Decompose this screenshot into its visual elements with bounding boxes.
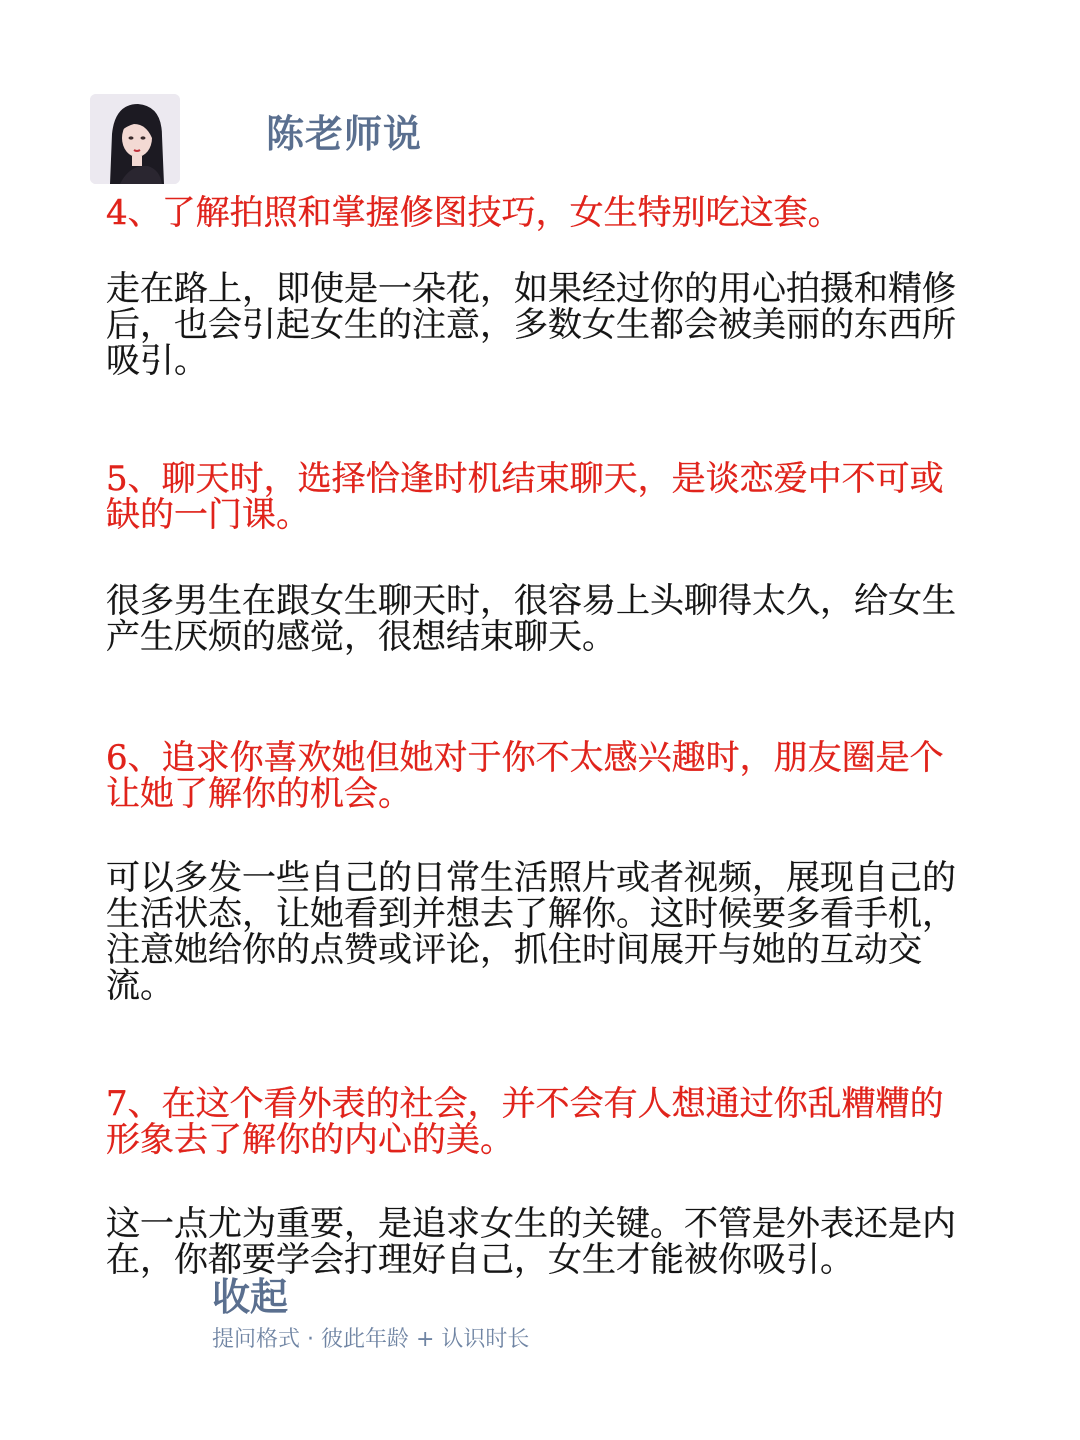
section-4-heading: 4、了解拍照和掌握修图技巧，女生特别吃这套。 — [106, 193, 842, 233]
avatar[interactable] — [90, 94, 180, 184]
section-5-body: 很多男生在跟女生聊天时，很容易上头聊得太久，给女生产生厌烦的感觉，很想结束聊天。 — [106, 581, 956, 657]
collapse-button[interactable]: 收起 — [212, 1275, 289, 1319]
section-7-body: 这一点尤为重要，是追求女生的关键。不管是外表还是内在，你都要学会打理好自己，女生才能被你吸引。 — [106, 1204, 956, 1280]
section-4-body: 走在路上，即使是一朵花，如果经过你的用心拍摄和精修后，也会引起女生的注意，多数女生都会被美丽的东西所吸引。 — [106, 269, 956, 381]
section-7-heading: 7、在这个看外表的社会，并不会有人想通过你乱糟糟的形象去了解你的内心的美。 — [106, 1084, 944, 1160]
question-format-hint: 提问格式 · 彼此年龄 + 认识时长 — [212, 1327, 530, 1352]
author-name[interactable]: 陈老师说 — [266, 112, 423, 156]
section-6-body: 可以多发一些自己的日常生活照片或者视频，展现自己的生活状态，让她看到并想去了解你。这时候要多看手机，注意她给你的点赞或评论，抓住时间展开与她的互动交流。 — [106, 858, 956, 1006]
article-content — [106, 195, 976, 1278]
section-5-heading: 5、聊天时，选择恰逢时机结束聊天，是谈恋爱中不可或缺的一门课。 — [106, 459, 944, 535]
section-6-heading: 6、追求你喜欢她但她对于你不太感兴趣时，朋友圈是个让她了解你的机会。 — [106, 738, 944, 814]
woman-portrait-avatar-icon — [90, 94, 180, 184]
